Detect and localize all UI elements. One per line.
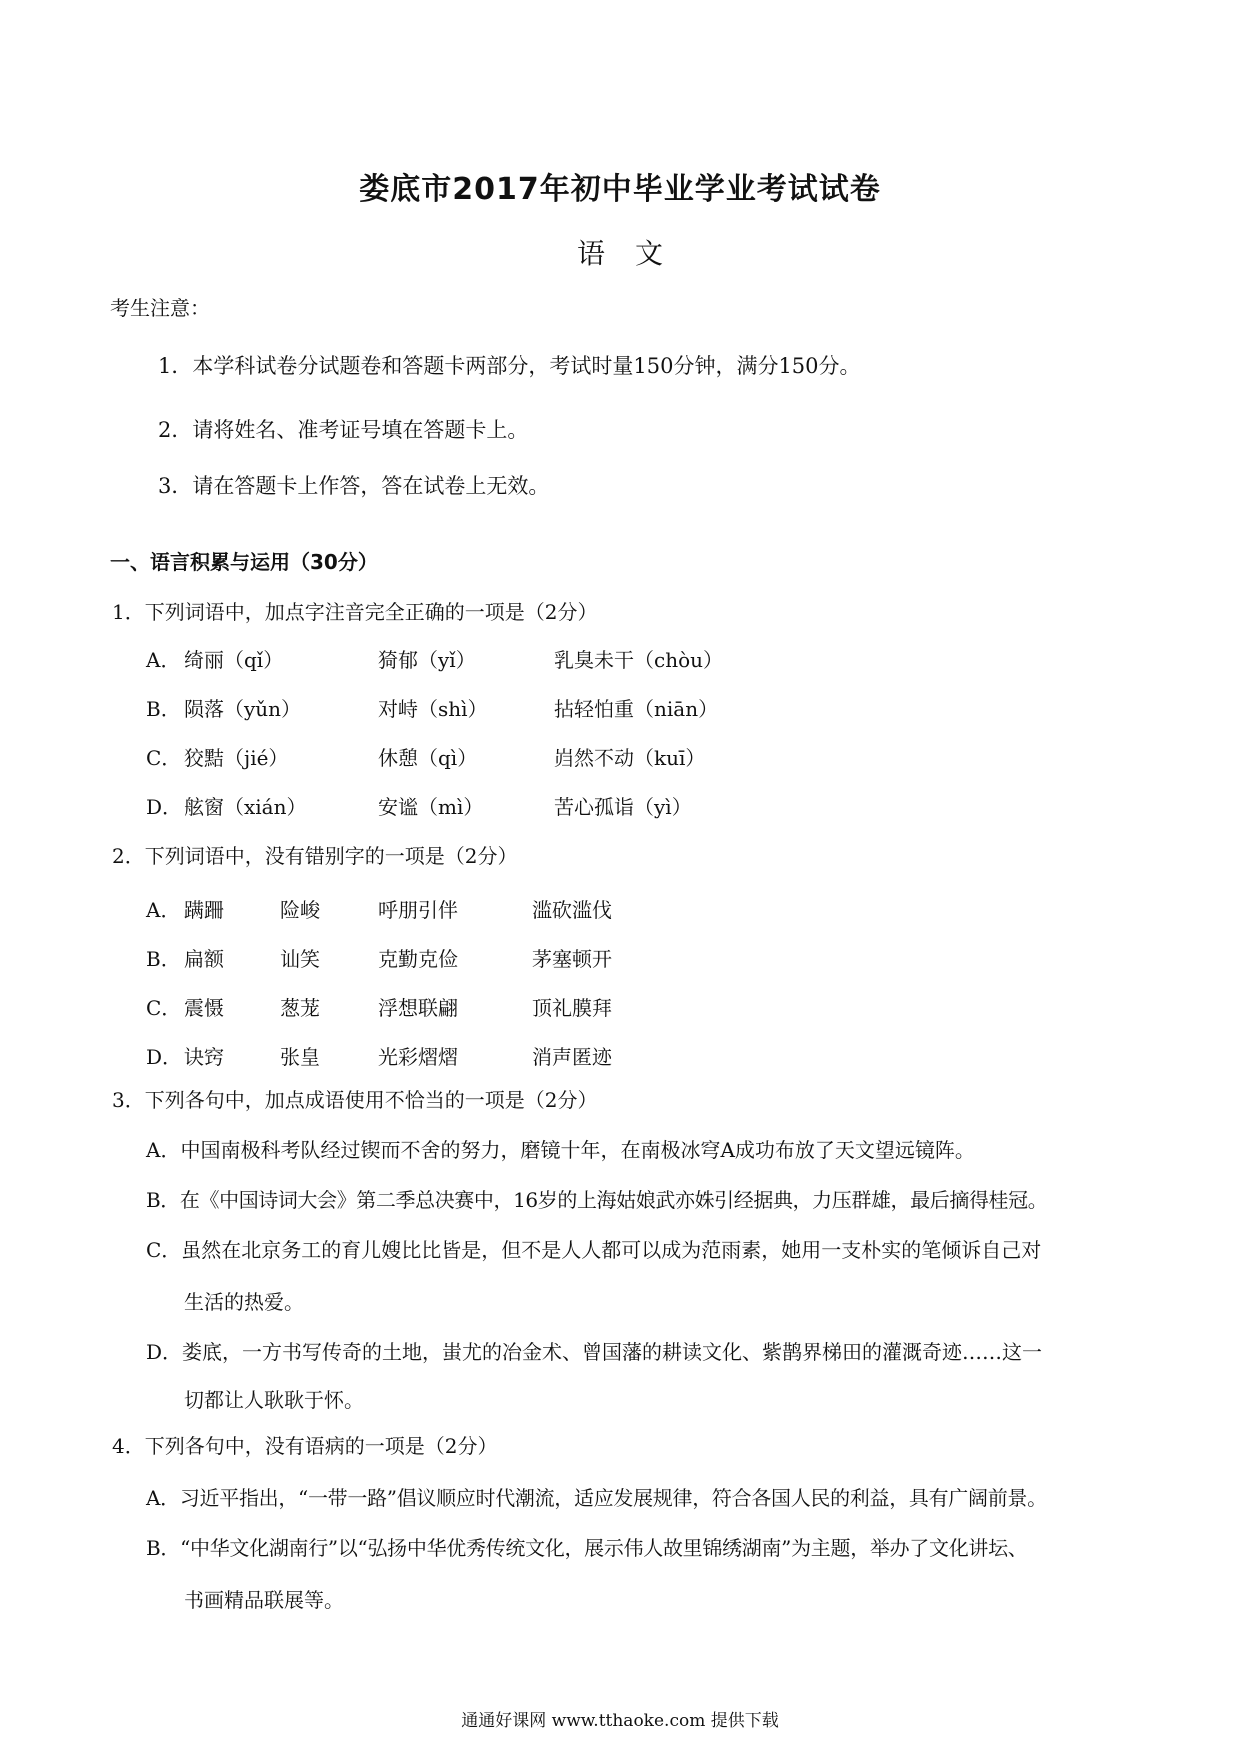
q2-option-item: 光彩熠熠	[378, 1045, 458, 1069]
q2-option-item: 葱茏	[280, 996, 320, 1020]
q1-option-item: 猗郁（yǐ）	[378, 648, 476, 672]
q2-option-item: 震慑	[184, 996, 224, 1020]
q1-option-item: 安谧（mì）	[378, 795, 484, 819]
q2-option-item: 克勤克俭	[378, 947, 458, 971]
q2-option-item: 浮想联翩	[378, 996, 458, 1020]
q1-option-item: 舷窗（xián）	[184, 795, 307, 819]
q2-option-item: 消声匿迹	[532, 1045, 612, 1069]
q2-option-label: D．	[146, 1045, 183, 1069]
notice-item: 1．本学科试卷分试题卷和答题卡两部分，考试时量150分钟，满分150分。	[158, 354, 861, 378]
q1-option-item: 乳臭未干（chòu）	[554, 648, 724, 672]
q3-option-c-cont: 生活的热爱。	[184, 1290, 304, 1314]
section-heading: 一、语言积累与运用（30分）	[110, 550, 378, 574]
q1-option-label: D．	[146, 795, 183, 819]
q2-option-item: 扁额	[184, 947, 224, 971]
exam-title: 娄底市2017年初中毕业学业考试试卷	[359, 172, 881, 207]
question-4-stem: 4．下列各句中，没有语病的一项是（2分）	[112, 1434, 498, 1458]
q2-option-item: 讪笑	[280, 947, 320, 971]
q2-option-label: B．	[146, 947, 181, 971]
q2-option-item: 险峻	[280, 898, 320, 922]
q3-option-d: D．娄底，一方书写传奇的土地，蚩尤的冶金术、曾国藩的耕读文化、紫鹊界梯田的灌溉奇迹……这一	[146, 1340, 1043, 1364]
q1-option-item: 拈轻怕重（niān）	[554, 697, 719, 721]
q3-option-a: A．中国南极科考队经过锲而不舍的努力，磨镜十年，在南极冰穹A成功布放了天文望远镜阵。	[146, 1138, 975, 1162]
q1-option-label: C．	[146, 746, 182, 770]
q1-option-item: 岿然不动（kuī）	[554, 746, 706, 770]
notice-item: 2．请将姓名、准考证号填在答题卡上。	[158, 418, 529, 442]
q1-option-item: 陨落（yǔn）	[184, 697, 302, 721]
q2-option-item: 顶礼膜拜	[532, 996, 612, 1020]
q1-option-label: B．	[146, 697, 181, 721]
exam-subject: 语文	[576, 237, 693, 270]
q2-option-label: A．	[146, 898, 181, 922]
q4-option-a: A．习近平指出，“一带一路”倡议顺应时代潮流，适应发展规律，符合各国人民的利益，具有广阔前景。	[146, 1486, 1047, 1510]
q1-option-item: 对峙（shì）	[378, 697, 488, 721]
q2-option-item: 蹒跚	[184, 898, 224, 922]
q2-option-item: 滥砍滥伐	[532, 898, 612, 922]
q3-option-c: C．虽然在北京务工的育儿嫂比比皆是，但不是人人都可以成为范雨素，她用一支朴实的笔倾诉自己对	[146, 1238, 1042, 1262]
q3-option-b: B．在《中国诗词大会》第二季总决赛中，16岁的上海姑娘武亦姝引经据典，力压群雄，最后摘得桂冠。	[146, 1188, 1048, 1212]
question-3-stem: 3．下列各句中，加点成语使用不恰当的一项是（2分）	[112, 1088, 598, 1112]
q3-option-d-cont: 切都让人耿耿于怀。	[184, 1388, 364, 1412]
page-footer: 通通好课网 www.tthaoke.com 提供下载	[461, 1711, 779, 1731]
notice-heading: 考生注意：	[110, 296, 210, 320]
q1-option-label: A．	[146, 648, 181, 672]
q2-option-item: 张皇	[280, 1045, 320, 1069]
q2-option-item: 诀窍	[184, 1045, 224, 1069]
q2-option-item: 呼朋引伴	[378, 898, 458, 922]
question-1-stem: 1．下列词语中，加点字注音完全正确的一项是（2分）	[112, 600, 598, 624]
question-2-stem: 2．下列词语中，没有错别字的一项是（2分）	[112, 844, 518, 868]
q4-option-b-cont: 书画精品联展等。	[184, 1588, 344, 1612]
notice-item: 3．请在答题卡上作答，答在试卷上无效。	[158, 474, 550, 498]
q4-option-b: B．“中华文化湖南行”以“弘扬中华优秀传统文化，展示伟人故里锦绣湖南”为主题，举办了文化讲坛、	[146, 1536, 1028, 1560]
q1-option-item: 休憩（qì）	[378, 746, 478, 770]
q1-option-item: 绮丽（qǐ）	[184, 648, 284, 672]
q1-option-item: 狡黠（jié）	[184, 746, 289, 770]
q1-option-item: 苦心孤诣（yì）	[554, 795, 692, 819]
q2-option-item: 茅塞顿开	[532, 947, 612, 971]
q2-option-label: C．	[146, 996, 182, 1020]
